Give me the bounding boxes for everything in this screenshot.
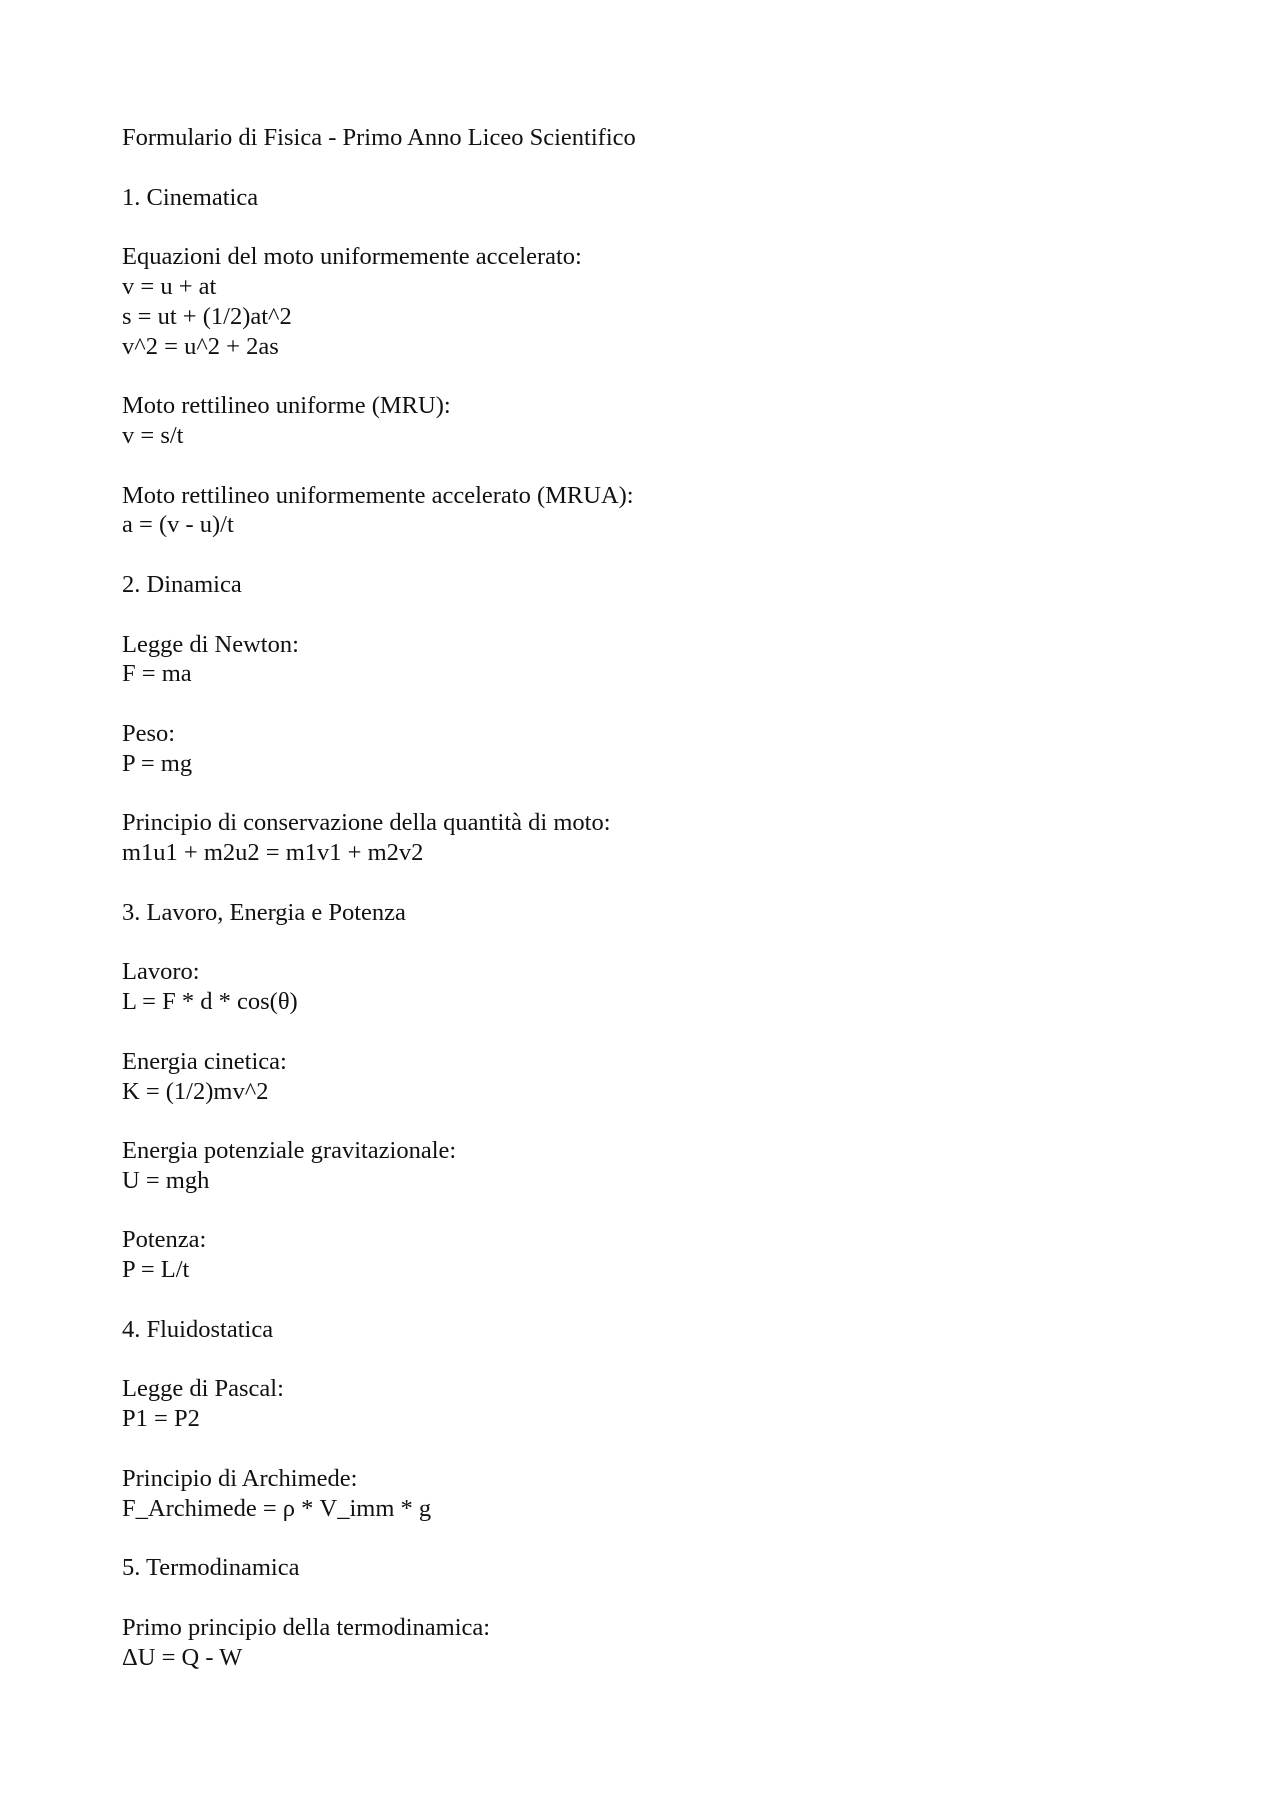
document-title: Formulario di Fisica - Primo Anno Liceo Scientifico [122, 124, 636, 151]
formula-label: Legge di Pascal: [122, 1375, 284, 1403]
formula-label: Principio di conservazione della quantità di moto: [122, 809, 611, 837]
formula: ΔU = Q - W [122, 1643, 243, 1671]
formula-label: Peso: [122, 719, 176, 747]
formula: m1u1 + m2u2 = m1v1 + m2v2 [122, 839, 424, 867]
blank-line [122, 212, 1162, 242]
blank-line [122, 1196, 1162, 1226]
formula-label: Principio di Archimede: [122, 1464, 358, 1492]
formula: L = F * d * cos(θ) [122, 988, 298, 1016]
blank-line [122, 779, 1162, 809]
formula: P1 = P2 [122, 1405, 200, 1433]
section-heading: 2. Dinamica [122, 570, 242, 598]
section-heading: 1. Cinematica [122, 183, 259, 211]
formula-label: Energia potenziale gravitazionale: [122, 1137, 457, 1165]
formula: s = ut + (1/2)at^2 [122, 302, 292, 330]
blank-line [122, 1345, 1162, 1375]
formula-label: Energia cinetica: [122, 1047, 287, 1075]
formula: K = (1/2)mv^2 [122, 1077, 269, 1105]
formula-label: Lavoro: [122, 958, 200, 986]
blank-line [122, 600, 1162, 630]
formula-label: Moto rettilineo uniforme (MRU): [122, 392, 451, 420]
blank-line [122, 868, 1162, 898]
section-heading: 3. Lavoro, Energia e Potenza [122, 898, 406, 926]
section-heading: 5. Termodinamica [122, 1554, 300, 1582]
blank-line [122, 1017, 1162, 1047]
formula: v = s/t [122, 421, 184, 449]
formula: U = mgh [122, 1166, 210, 1194]
blank-line [122, 361, 1162, 391]
formula: F = ma [122, 660, 192, 688]
section-heading: 4. Fluidostatica [122, 1315, 274, 1343]
formula: P = mg [122, 749, 193, 777]
blank-line [122, 451, 1162, 481]
blank-line [122, 1285, 1162, 1315]
blank-line [122, 928, 1162, 958]
blank-line [122, 1434, 1162, 1464]
blank-line [122, 689, 1162, 719]
blank-line [122, 153, 1162, 183]
formula-label: Equazioni del moto uniformemente accelerato: [122, 243, 582, 271]
formula-label: Potenza: [122, 1226, 207, 1254]
formula: v^2 = u^2 + 2as [122, 332, 279, 360]
document-body [122, 123, 1162, 1672]
formula-label: Moto rettilineo uniformemente accelerato (MRUA): [122, 481, 634, 509]
formula-label: Primo principio della termodinamica: [122, 1613, 491, 1641]
blank-line [122, 1523, 1162, 1553]
blank-line [122, 540, 1162, 570]
blank-line [122, 1106, 1162, 1136]
blank-line [122, 1583, 1162, 1613]
formula: P = L/t [122, 1256, 190, 1284]
formula: a = (v - u)/t [122, 511, 234, 539]
formula-label: Legge di Newton: [122, 630, 299, 658]
formula: F_Archimede = ρ * V_imm * g [122, 1494, 432, 1522]
formula: v = u + at [122, 272, 217, 300]
